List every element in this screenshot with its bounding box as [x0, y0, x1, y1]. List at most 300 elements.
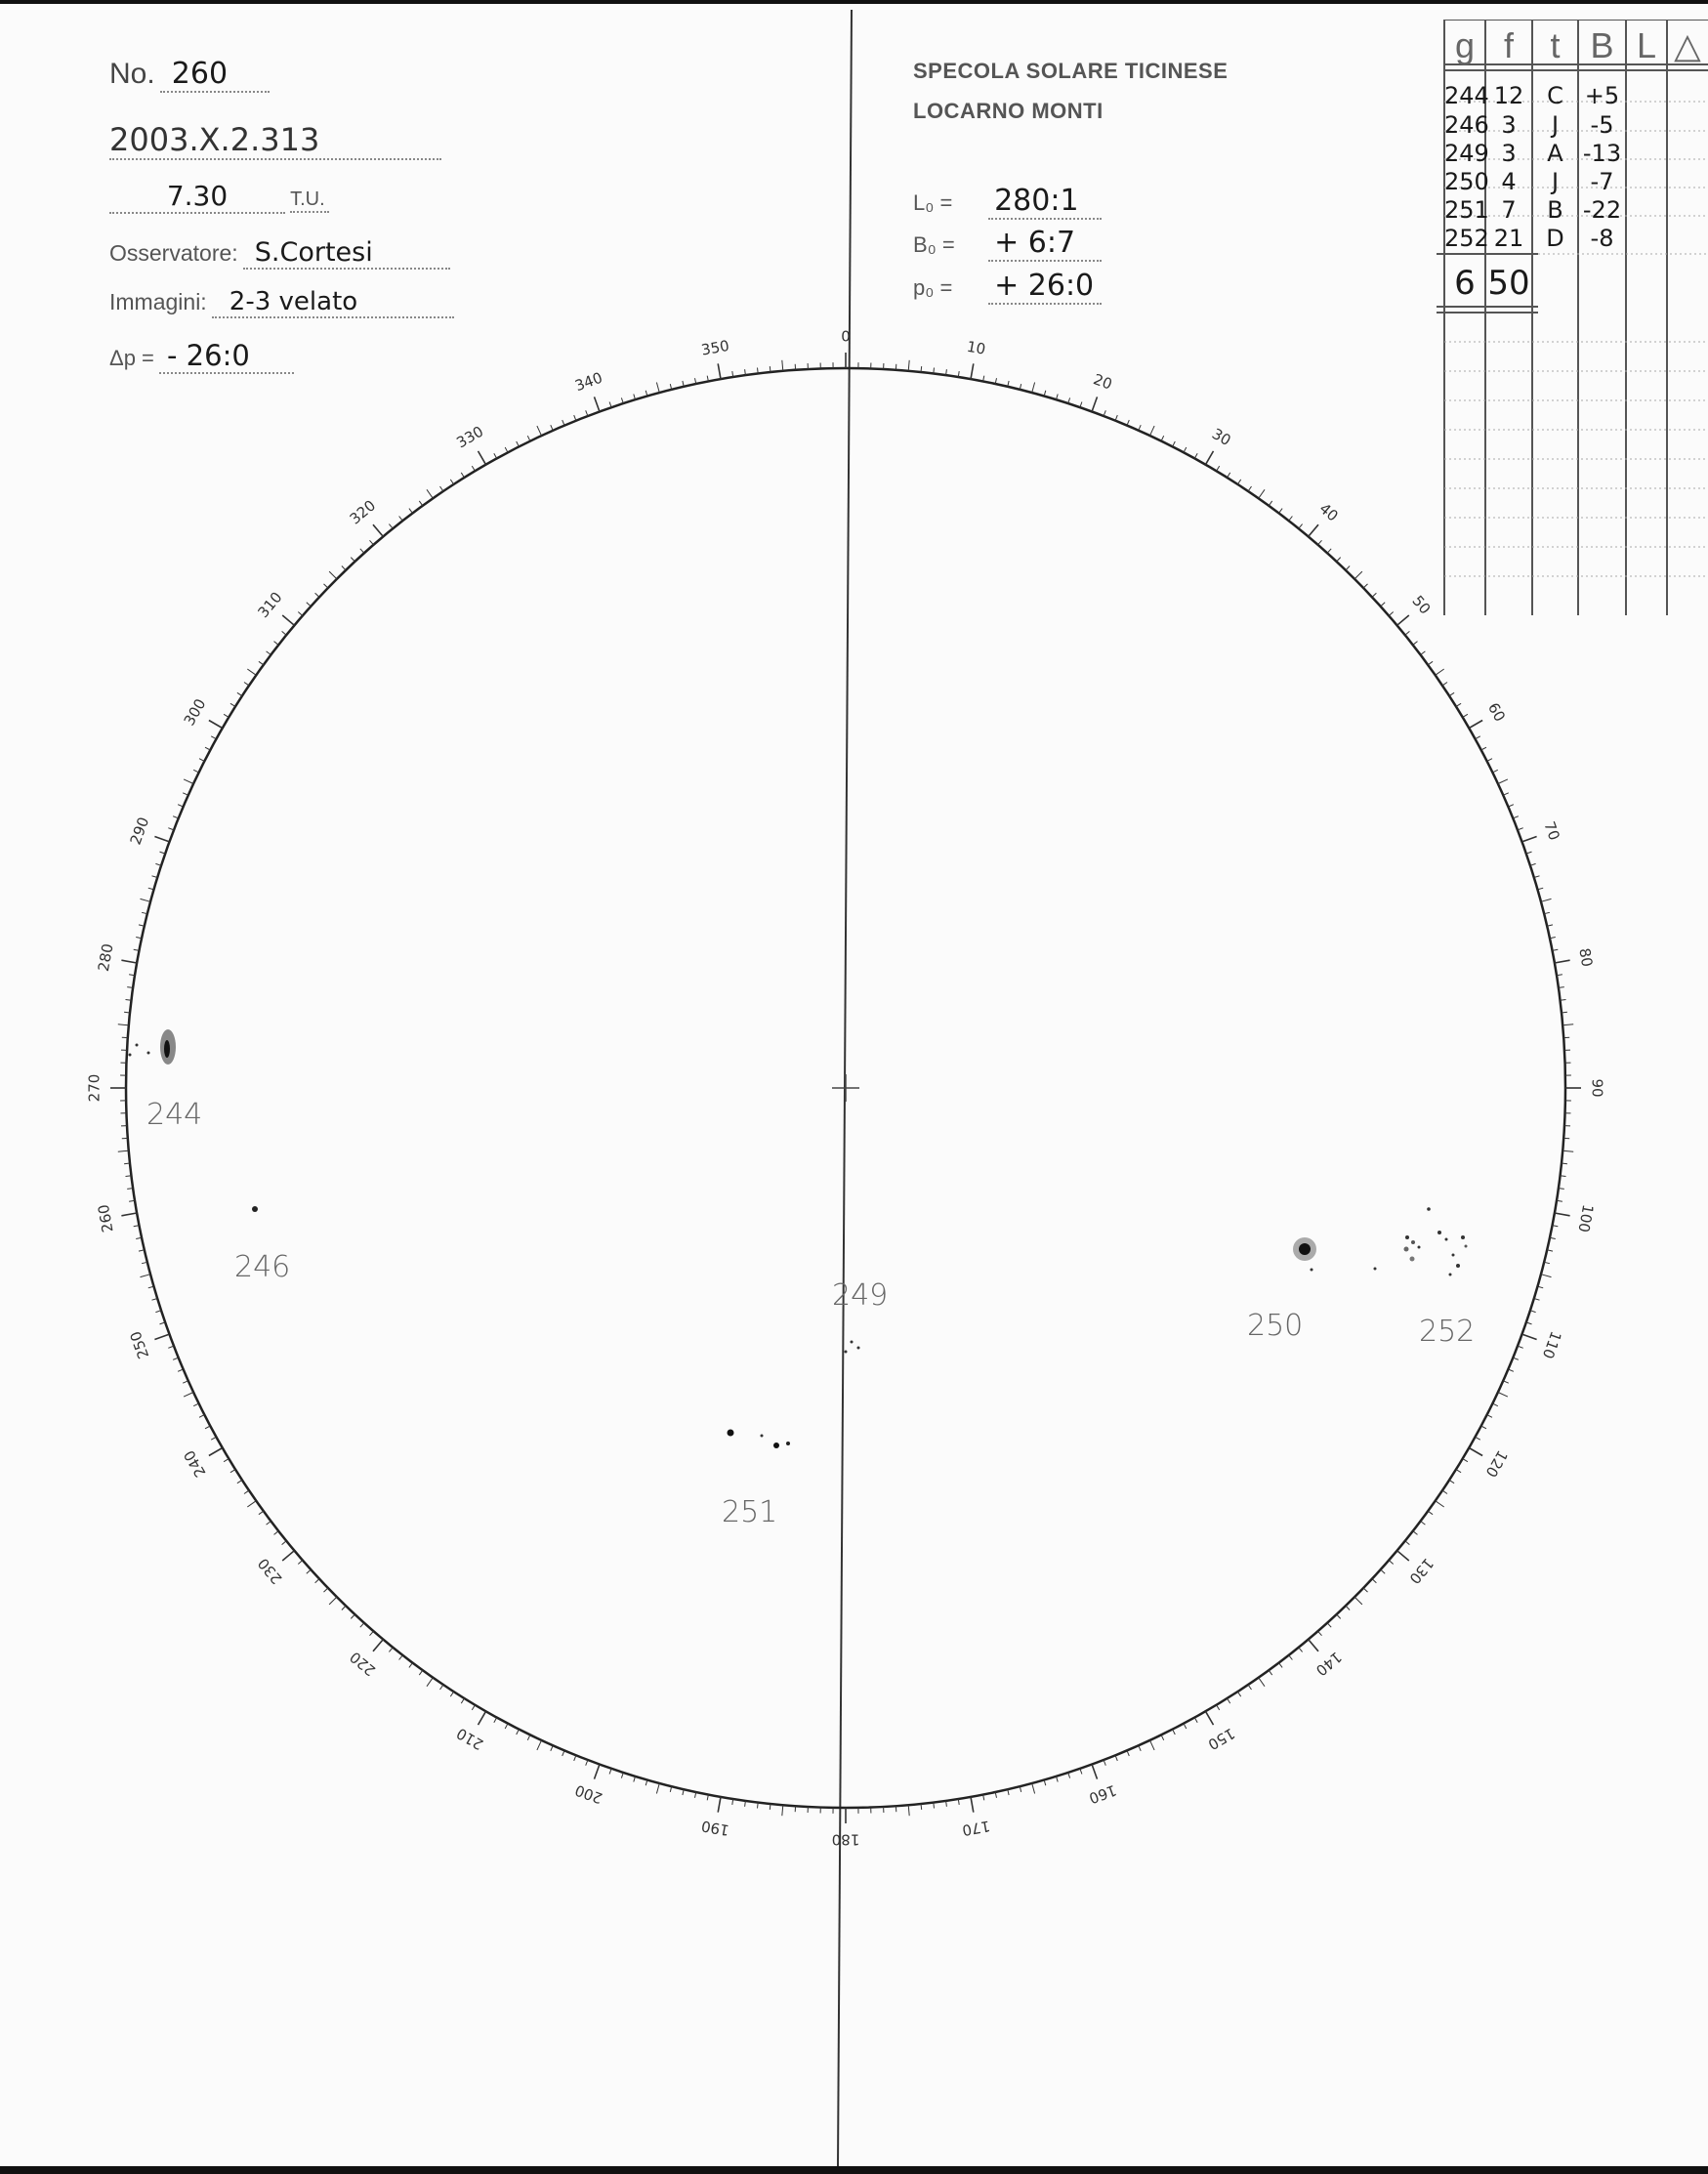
row-g: 249	[1444, 140, 1489, 167]
scale-tick	[505, 447, 508, 452]
scale-tick	[1206, 1711, 1214, 1725]
scale-label: 90	[1588, 1078, 1606, 1098]
scale-tick	[209, 1448, 223, 1456]
scale-tick	[230, 1470, 235, 1473]
scale-label: 240	[180, 1446, 210, 1481]
scale-tick	[247, 1501, 256, 1507]
scale-tick	[324, 1588, 328, 1592]
sunspot-group-244	[129, 1029, 177, 1065]
scale-tick	[461, 473, 464, 478]
scale-tick	[118, 1024, 129, 1025]
scale-label: 190	[699, 1817, 731, 1840]
scale-tick	[274, 1531, 279, 1535]
group-label-244: 244	[146, 1098, 203, 1132]
scale-label: 280	[94, 941, 117, 974]
scale-tick	[1405, 1541, 1410, 1545]
institute-location: LOCARNO MONTI	[913, 99, 1104, 123]
scale-tick	[1469, 1448, 1482, 1456]
scale-tick	[351, 1614, 354, 1618]
scale-tick	[1337, 1614, 1341, 1618]
scale-tick	[126, 1176, 132, 1177]
scale-tick	[1228, 1698, 1230, 1703]
scale-tick	[237, 692, 242, 695]
scale-label: 250	[126, 1328, 153, 1361]
scale-tick	[1354, 1597, 1362, 1605]
scale-tick	[1228, 473, 1230, 478]
scale-tick	[758, 368, 759, 374]
scale-tick	[1337, 558, 1341, 562]
scale-tick	[1139, 425, 1141, 431]
scale-tick	[1259, 489, 1265, 498]
scale-label: 230	[254, 1554, 286, 1588]
row-g: 251	[1444, 196, 1489, 224]
row-b: -5	[1590, 111, 1614, 139]
group-label-246: 246	[234, 1250, 291, 1284]
number-label: No.	[109, 58, 155, 90]
scale-label: 310	[254, 588, 286, 622]
scale-tick	[1476, 1437, 1480, 1440]
scale-tick	[1032, 383, 1035, 394]
scale-tick	[1397, 615, 1409, 625]
scale-tick	[1487, 1415, 1492, 1418]
scale-tick	[1173, 1730, 1176, 1735]
scale-tick	[1309, 1640, 1318, 1651]
scale-tick	[1289, 517, 1293, 522]
scale-tick	[124, 1012, 130, 1013]
row-b: -7	[1590, 168, 1614, 195]
scale-tick	[124, 1163, 130, 1164]
scale-tick	[1150, 1740, 1155, 1750]
scale-label: 100	[1574, 1202, 1598, 1234]
scale-tick	[205, 747, 210, 750]
table-header-f: f	[1503, 25, 1514, 65]
scale-tick	[282, 631, 287, 635]
scale-tick	[1279, 1663, 1283, 1668]
table-header-delta: △	[1674, 25, 1701, 65]
scale-tick	[1442, 1490, 1447, 1493]
scale-tick	[782, 1805, 783, 1816]
scale-tick	[184, 779, 193, 784]
scale-tick	[537, 1740, 542, 1750]
scale-tick	[282, 615, 294, 625]
scale-tick	[1405, 631, 1410, 635]
scale-tick	[1184, 1724, 1187, 1729]
scale-tick	[399, 1655, 403, 1660]
scale-tick	[782, 360, 783, 371]
scale-tick	[141, 1275, 151, 1277]
scale-tick	[1327, 1623, 1331, 1628]
scale-tick	[1269, 1670, 1272, 1675]
scale-label: 60	[1483, 699, 1510, 726]
scale-tick	[1206, 451, 1214, 465]
scale-tick	[1492, 1403, 1497, 1406]
scale-tick	[370, 1631, 374, 1636]
scale-label: 200	[572, 1780, 605, 1808]
scale-tick	[1279, 509, 1283, 514]
scale-tick	[1436, 669, 1444, 675]
scale-tick	[211, 1437, 216, 1440]
scale-tick	[1173, 441, 1176, 446]
scale-tick	[527, 1735, 530, 1739]
scale-tick	[1498, 779, 1508, 784]
bottom-border-rule	[0, 2166, 1708, 2174]
scale-tick	[1481, 1426, 1486, 1429]
p0-label: p₀ =	[913, 275, 953, 300]
scale-tick	[1381, 603, 1386, 606]
scale-label: 210	[453, 1724, 487, 1754]
scale-tick	[595, 1765, 600, 1779]
row-g: 252	[1444, 225, 1489, 252]
scale-tick	[183, 1381, 188, 1383]
scale-label: 340	[572, 368, 605, 396]
scale-tick	[656, 1783, 659, 1794]
group-label-250: 250	[1247, 1309, 1304, 1343]
scale-tick	[527, 436, 530, 440]
sunspot-group-249	[845, 1341, 860, 1354]
images-label: Immagini:	[109, 289, 207, 314]
scale-tick	[1372, 593, 1376, 597]
scale-tick	[1299, 524, 1303, 529]
scale-tick	[315, 1579, 319, 1583]
scale-tick	[1522, 1334, 1537, 1339]
scale-tick	[184, 1393, 193, 1398]
total-spots: 50	[1487, 264, 1530, 303]
scale-tick	[921, 366, 922, 372]
scale-tick	[1354, 571, 1362, 579]
scale-tick	[971, 1797, 974, 1813]
scale-label: 130	[1405, 1554, 1437, 1588]
scale-tick	[1259, 1678, 1265, 1687]
time-unit-label: T.U.	[290, 188, 329, 213]
sunspot-group-250	[1293, 1237, 1377, 1272]
scale-tick	[211, 736, 216, 739]
scale-tick	[1248, 1685, 1251, 1690]
scale-tick	[1562, 1024, 1573, 1025]
scale-tick	[1194, 453, 1197, 458]
scale-tick	[274, 642, 279, 646]
scale-tick	[1318, 540, 1322, 545]
scale-tick	[1561, 1176, 1566, 1177]
scale-tick	[908, 1805, 909, 1816]
scale-tick	[1139, 1745, 1141, 1751]
scale-label: 180	[831, 1830, 860, 1849]
row-f: 4	[1501, 168, 1517, 195]
scale-label: 10	[965, 337, 987, 358]
scale-tick	[450, 1692, 453, 1696]
scale-tick	[342, 566, 346, 570]
scale-tick	[1562, 1150, 1573, 1151]
scale-tick	[193, 1403, 198, 1406]
scale-tick	[1555, 960, 1570, 963]
scale-tick	[517, 441, 520, 446]
b0-label: B₀ =	[913, 232, 955, 257]
row-f: 12	[1493, 82, 1524, 109]
scale-tick	[1413, 1531, 1418, 1535]
scale-tick	[505, 1724, 508, 1729]
group-label-249: 249	[832, 1278, 889, 1313]
scale-tick	[230, 703, 235, 706]
row-t: B	[1547, 196, 1563, 224]
scale-tick	[551, 1745, 553, 1751]
scale-tick	[1456, 703, 1461, 706]
scale-tick	[267, 651, 271, 655]
p0-value: + 26:0	[988, 269, 1102, 305]
scale-tick	[1413, 642, 1418, 646]
row-f: 7	[1501, 196, 1517, 224]
scale-tick	[537, 426, 542, 436]
scale-tick	[1503, 793, 1509, 795]
scale-tick	[1327, 549, 1331, 554]
scale-tick	[1184, 447, 1187, 452]
scale-tick	[126, 1000, 132, 1001]
scale-tick	[389, 524, 393, 529]
scale-tick	[1463, 1459, 1468, 1462]
scale-tick	[1346, 566, 1350, 570]
scale-label: 270	[85, 1073, 104, 1103]
scale-tick	[419, 1670, 423, 1675]
scale-tick	[409, 1663, 413, 1668]
scale-tick	[199, 759, 204, 762]
scale-tick	[307, 603, 312, 606]
scale-label: 30	[1208, 424, 1234, 450]
scale-label: 300	[180, 695, 210, 730]
scale-tick	[1555, 1213, 1570, 1216]
scale-tick	[1498, 1393, 1508, 1398]
scale-tick	[1389, 1561, 1394, 1565]
scale-tick	[315, 593, 319, 597]
row-t: J	[1551, 168, 1560, 195]
scale-tick	[1541, 1275, 1552, 1277]
scale-tick	[1269, 501, 1272, 506]
scale-tick	[450, 480, 453, 484]
scale-tick	[282, 1551, 294, 1561]
row-b: -13	[1582, 140, 1622, 167]
scale-tick	[1503, 1381, 1509, 1383]
scale-tick	[307, 1569, 312, 1573]
scale-tick	[427, 489, 433, 498]
scale-tick	[282, 1541, 287, 1545]
scale-tick	[1299, 1648, 1303, 1652]
scale-tick	[1541, 899, 1552, 901]
scale-tick	[298, 1561, 303, 1565]
scale-tick	[199, 1415, 204, 1418]
scale-tick	[224, 714, 229, 717]
scale-tick	[1032, 1783, 1035, 1794]
scale-tick	[237, 1480, 242, 1483]
scale-tick	[718, 1797, 721, 1813]
scale-tick	[267, 1522, 271, 1526]
scale-label: 50	[1408, 592, 1435, 618]
scale-tick	[656, 383, 659, 394]
scale-tick	[244, 683, 249, 686]
table-header-b: B	[1590, 25, 1614, 65]
scale-tick	[934, 368, 935, 374]
scale-tick	[551, 425, 553, 431]
scale-tick	[1389, 612, 1394, 616]
scale-tick	[183, 793, 188, 795]
scale-tick	[1346, 1606, 1350, 1610]
scale-tick	[1372, 1579, 1376, 1583]
scale-tick	[494, 453, 497, 458]
scale-tick	[1309, 524, 1318, 536]
scale-tick	[193, 770, 198, 773]
scale-tick	[718, 363, 721, 379]
table-header-g: g	[1454, 25, 1476, 65]
row-f: 21	[1493, 225, 1524, 252]
scale-tick	[1248, 486, 1251, 491]
l0-value: 280:1	[988, 184, 1102, 220]
scale-tick	[141, 899, 151, 901]
table-header-t: t	[1550, 25, 1561, 65]
scale-tick	[1487, 759, 1492, 762]
observer-value: S.Cortesi	[243, 237, 450, 270]
row-g: 250	[1444, 168, 1489, 195]
scale-tick	[370, 540, 374, 545]
scale-tick	[971, 363, 974, 379]
scale-tick	[329, 1597, 337, 1605]
scale-tick	[1289, 1655, 1293, 1660]
scale-tick	[472, 1705, 475, 1710]
scale-tick	[1237, 1692, 1240, 1696]
scale-tick	[479, 451, 486, 465]
scale-tick	[770, 366, 771, 372]
scale-tick	[409, 509, 413, 514]
scale-tick	[154, 837, 169, 842]
institute-name: SPECOLA SOLARE TICINESE	[913, 59, 1229, 83]
group-label-251: 251	[722, 1495, 778, 1529]
scale-tick	[1161, 1735, 1164, 1739]
scale-label: 170	[960, 1817, 992, 1840]
scale-tick	[1217, 466, 1220, 471]
observer-label: Osservatore:	[109, 240, 238, 266]
row-t: D	[1546, 225, 1564, 252]
scale-tick	[479, 1711, 486, 1725]
delta-p-value: - 26:0	[159, 339, 294, 374]
scale-tick	[244, 1490, 249, 1493]
scale-tick	[224, 1459, 229, 1462]
row-f: 3	[1501, 111, 1517, 139]
scale-tick	[770, 1804, 771, 1810]
scale-tick	[1428, 1511, 1433, 1515]
total-groups: 6	[1454, 264, 1476, 303]
scale-tick	[1421, 1522, 1426, 1526]
scale-tick	[389, 1648, 393, 1652]
scale-tick	[360, 1623, 364, 1628]
scale-tick	[419, 501, 423, 506]
scale-tick	[121, 1213, 137, 1216]
row-t: J	[1551, 111, 1560, 139]
sunspot-group-246	[252, 1206, 258, 1212]
scale-tick	[1421, 651, 1426, 655]
scale-tick	[1150, 426, 1155, 436]
scale-tick	[1463, 714, 1468, 717]
scale-tick	[921, 1804, 922, 1810]
scale-label: 0	[841, 327, 851, 346]
scale-label: 160	[1086, 1780, 1119, 1808]
scale-label: 80	[1575, 946, 1597, 969]
scale-tick	[494, 1718, 497, 1723]
scale-tick	[1562, 1012, 1567, 1013]
row-b: -22	[1582, 196, 1622, 224]
scale-tick	[247, 669, 256, 675]
scale-tick	[908, 360, 909, 371]
scale-tick	[360, 549, 364, 554]
scale-tick	[373, 524, 383, 536]
b0-value: + 6:7	[988, 226, 1102, 262]
scale-tick	[758, 1803, 759, 1809]
sunspot-group-251	[728, 1430, 791, 1449]
scale-label: 140	[1312, 1648, 1346, 1680]
row-t: C	[1547, 82, 1563, 109]
scale-tick	[1562, 1163, 1567, 1164]
scale-tick	[373, 1640, 383, 1651]
scale-tick	[1436, 1501, 1444, 1507]
scale-tick	[1442, 683, 1447, 686]
table-header-l: L	[1636, 25, 1657, 65]
scale-label: 110	[1538, 1328, 1565, 1361]
scale-tick	[324, 584, 328, 588]
scale-tick	[1522, 837, 1537, 842]
scale-tick	[154, 1334, 169, 1339]
scale-tick	[1363, 584, 1367, 588]
row-b: -8	[1590, 225, 1614, 252]
scale-label: 320	[346, 496, 380, 528]
scale-tick	[399, 517, 403, 522]
scale-tick	[1397, 1551, 1409, 1561]
scale-tick	[1449, 692, 1454, 695]
scale-tick	[440, 486, 443, 491]
scale-tick	[351, 558, 354, 562]
scale-tick	[1217, 1705, 1220, 1710]
scale-tick	[1194, 1718, 1197, 1723]
scale-label: 220	[346, 1648, 380, 1680]
scale-tick	[1381, 1569, 1386, 1573]
date-value: 2003.Ⅹ.2.313	[109, 121, 441, 160]
scale-tick	[1161, 436, 1164, 440]
scale-tick	[342, 1606, 346, 1610]
scale-tick	[1476, 736, 1480, 739]
scale-tick	[1428, 661, 1433, 665]
scale-label: 70	[1540, 818, 1563, 843]
row-t: A	[1547, 140, 1563, 167]
row-f: 3	[1501, 140, 1517, 167]
scale-tick	[427, 1678, 433, 1687]
scale-tick	[1237, 480, 1240, 484]
scale-tick	[121, 960, 137, 963]
row-b: +5	[1584, 82, 1620, 109]
scale-tick	[440, 1685, 443, 1690]
scale-label: 20	[1091, 370, 1115, 394]
scale-tick	[329, 571, 337, 579]
row-g: 244	[1444, 82, 1489, 109]
scale-tick	[1561, 1000, 1566, 1001]
scale-label: 40	[1315, 499, 1342, 525]
scale-tick	[595, 397, 600, 411]
scale-tick	[1456, 1470, 1461, 1473]
scale-label: 120	[1481, 1446, 1512, 1481]
scale-tick	[461, 1698, 464, 1703]
sunspot-group-252	[1404, 1207, 1468, 1275]
scale-label: 290	[126, 815, 153, 848]
delta-p-label: Δp =	[109, 346, 154, 370]
scale-tick	[298, 612, 303, 616]
scale-tick	[259, 661, 264, 665]
scale-label: 350	[699, 336, 731, 359]
scale-tick	[1492, 770, 1497, 773]
group-label-252: 252	[1419, 1315, 1476, 1349]
scale-tick	[1318, 1631, 1322, 1636]
images-value: 2-3 velato	[212, 287, 454, 318]
